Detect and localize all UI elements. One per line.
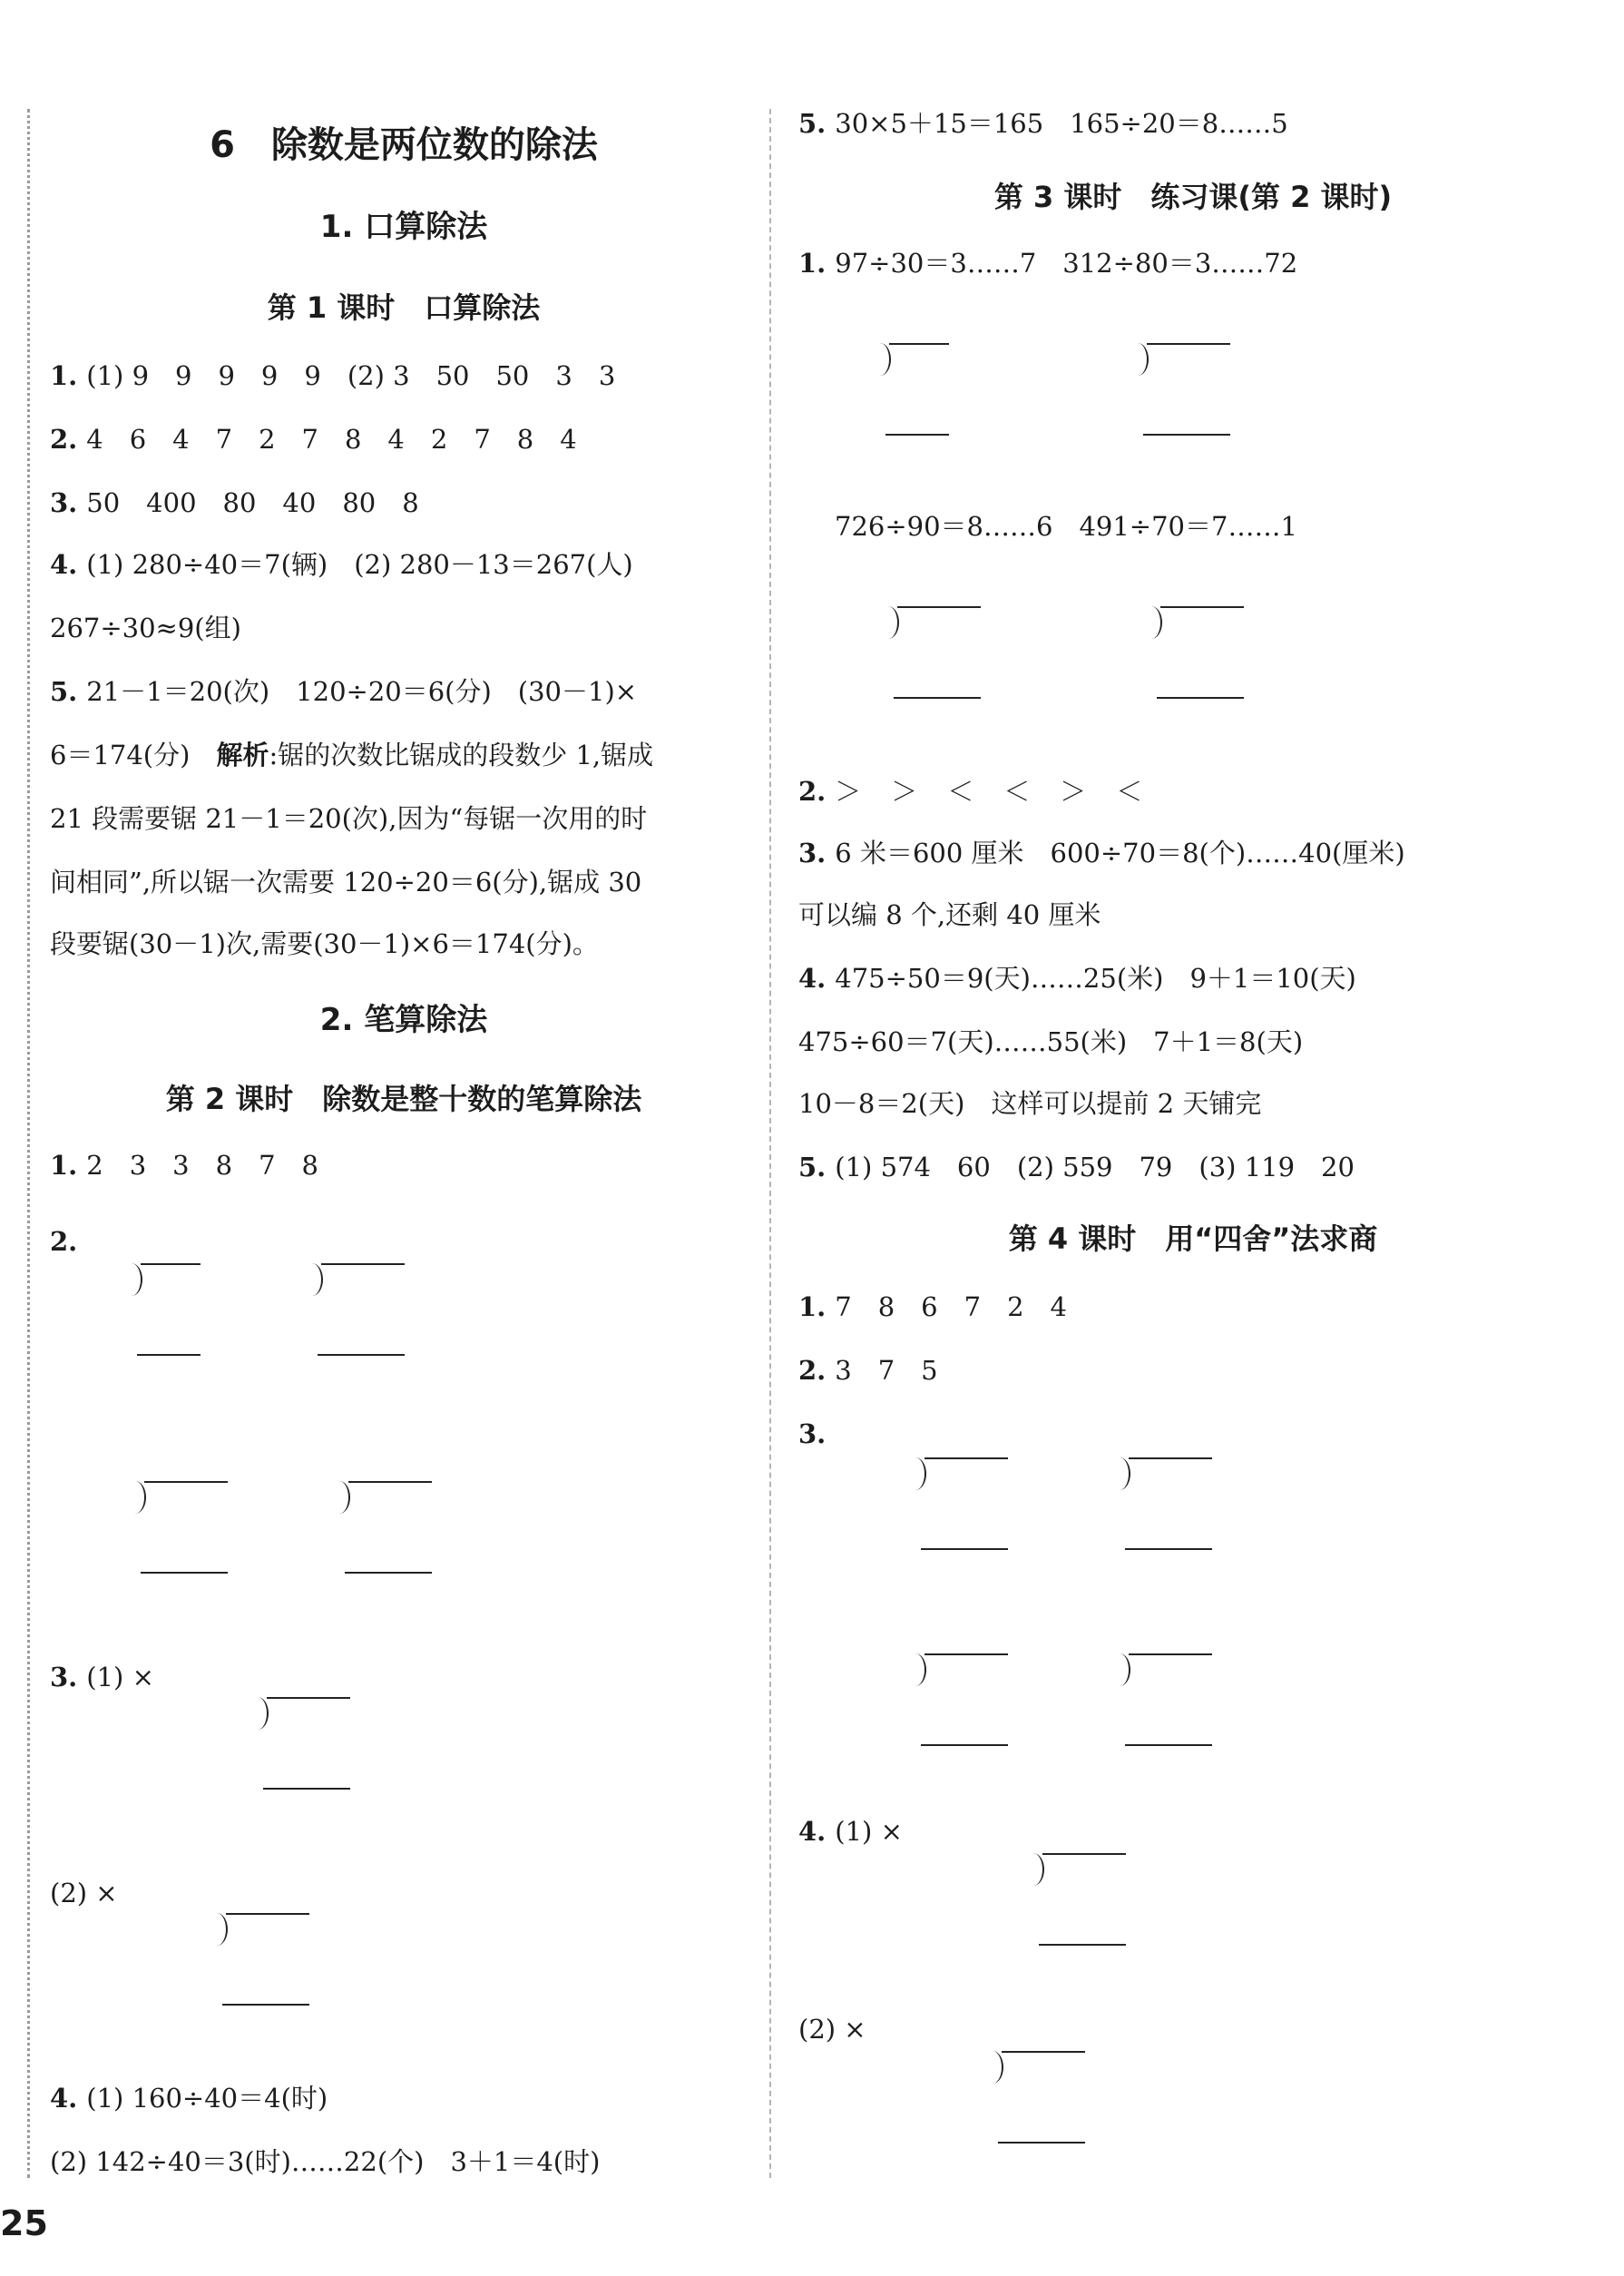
division-bracket — [914, 1457, 926, 1490]
division-bar — [1160, 606, 1244, 608]
l2-question-2-number: 2. — [50, 1226, 78, 1257]
division-bar — [144, 1481, 228, 1483]
l1-question-4-line-1: 4. (1) 280÷40＝7(辆) (2) 280－13＝267(人) — [50, 549, 633, 580]
subtraction-line — [885, 434, 949, 436]
l2-question-4-line-1: 4. (1) 160÷40＝4(时) — [50, 2083, 328, 2114]
subtraction-line — [1039, 1944, 1126, 1946]
l2-question-3b-label: (2) × — [50, 1878, 118, 1908]
division-bar — [925, 1653, 1008, 1655]
l4-question-3-number: 3. — [798, 1418, 827, 1449]
l4-question-4b-label: (2) × — [798, 2014, 866, 2045]
l2-question-4-line-2: (2) 142÷40＝3(时)……22(个) 3＋1＝4(时) — [50, 2146, 601, 2177]
division-bracket — [310, 1263, 323, 1296]
l3-question-3-line-2: 可以编 8 个,还剩 40 厘米 — [798, 899, 1101, 930]
division-bracket — [1032, 1853, 1044, 1886]
section-title-written-division: 2. 笔算除法 — [319, 1002, 488, 1038]
lesson-4-title: 第 4 课时 用“四舍”法求商 — [1008, 1221, 1378, 1256]
l2-question-5: 5. 30×5＋15＝165 165÷20＝8……5 — [798, 108, 1288, 139]
l4-question-2: 2. 3 7 5 — [798, 1355, 938, 1386]
division-bracket — [338, 1481, 350, 1514]
division-bar — [141, 1263, 201, 1265]
division-bar — [348, 1481, 432, 1483]
l3-question-3-line-1: 3. 6 米＝600 厘米 600÷70＝8(个)……40(厘米) — [798, 838, 1405, 868]
division-bar — [1002, 2051, 1085, 2053]
division-bar — [897, 606, 981, 608]
division-bracket — [914, 1653, 926, 1686]
l1-question-5-line-3: 21 段需要锯 21－1＝20(次),因为“每锯一次用的时 — [50, 803, 648, 834]
subtraction-line — [1125, 1548, 1212, 1550]
subtraction-line — [1157, 697, 1244, 699]
division-bracket — [133, 1481, 146, 1514]
division-bar — [925, 1457, 1008, 1459]
l3-question-4-line-2: 475÷60＝7(天)……55(米) 7＋1＝8(天) — [798, 1026, 1304, 1057]
l1-question-5-line-1: 5. 21－1＝20(次) 120÷20＝6(分) (30－1)× — [50, 676, 638, 707]
l4-question-4-label: 4. (1) × — [798, 1816, 903, 1847]
lesson-2-title: 第 2 课时 除数是整十数的笔算除法 — [165, 1082, 642, 1116]
subtraction-line — [318, 1354, 405, 1356]
division-bracket — [886, 606, 899, 639]
l3-question-1-line-2: 726÷90＝8……6 491÷70＝7……1 — [835, 511, 1297, 542]
l1-question-3: 3. 50 400 80 40 80 8 — [50, 487, 419, 518]
division-bar — [889, 343, 949, 345]
division-bracket — [215, 1913, 228, 1946]
division-bracket — [1150, 606, 1162, 639]
l3-question-4-line-3: 10－8＝2(天) 这样可以提前 2 天铺完 — [798, 1088, 1262, 1119]
lesson-3-title: 第 3 课时 练习课(第 2 课时) — [993, 180, 1393, 214]
subtraction-line — [894, 697, 981, 699]
division-bar — [1129, 1653, 1212, 1655]
chapter-title: 6 除数是两位数的除法 — [210, 124, 598, 166]
division-bracket — [256, 1697, 269, 1730]
lesson-1-title: 第 1 课时 口算除法 — [267, 290, 541, 325]
division-bracket — [1136, 343, 1149, 376]
l3-question-5: 5. (1) 574 60 (2) 559 79 (3) 119 20 — [798, 1152, 1355, 1182]
l3-question-1-line-1: 1. 97÷30＝3……7 312÷80＝3……72 — [798, 248, 1298, 279]
division-bar — [1129, 1457, 1212, 1459]
l1-question-4-line-2: 267÷30≈9(组) — [50, 613, 241, 643]
subtraction-line — [921, 1548, 1008, 1550]
division-bar — [321, 1263, 405, 1265]
subtraction-line — [222, 2004, 309, 2006]
division-bracket — [991, 2051, 1003, 2084]
l4-question-1: 1. 7 8 6 7 2 4 — [798, 1291, 1067, 1322]
column-divider — [769, 109, 771, 2178]
l3-question-4-line-1: 4. 475÷50＝9(天)……25(米) 9＋1＝10(天) — [798, 963, 1356, 994]
section-title-mental-division: 1. 口算除法 — [319, 209, 488, 245]
division-bar — [1147, 343, 1230, 345]
subtraction-line — [141, 1572, 228, 1574]
l1-question-5-line-2: 6＝174(分) 解析:锯的次数比锯成的段数少 1,锯成 — [50, 740, 654, 770]
analysis-label: 解析 — [216, 740, 269, 770]
subtraction-line — [263, 1788, 350, 1790]
division-bracket — [1118, 1457, 1130, 1490]
left-margin-dots — [27, 109, 30, 2178]
l1-question-2: 2. 4 6 4 7 2 7 8 4 2 7 8 4 — [50, 424, 577, 455]
subtraction-line — [345, 1572, 432, 1574]
subtraction-line — [998, 2142, 1085, 2144]
l1-question-5-line-5: 段要锯(30－1)次,需要(30－1)×6＝174(分)。 — [50, 928, 599, 959]
page-number: 25 — [0, 2203, 48, 2243]
division-bracket — [1118, 1653, 1130, 1686]
subtraction-line — [1125, 1744, 1212, 1746]
l2-question-3-label: 3. (1) × — [50, 1662, 154, 1692]
division-bracket — [878, 343, 891, 376]
division-bar — [226, 1913, 309, 1915]
l1-question-1: 1. (1) 9 9 9 9 9 (2) 3 50 50 3 3 — [50, 360, 616, 391]
subtraction-line — [1143, 434, 1230, 436]
division-bar — [1042, 1853, 1126, 1855]
division-bar — [267, 1697, 350, 1699]
l1-question-5-line-4: 间相同”,所以锯一次需要 120÷20＝6(分),锯成 30 — [50, 867, 642, 898]
l2-question-1: 1. 2 3 3 8 7 8 — [50, 1150, 318, 1181]
subtraction-line — [137, 1354, 201, 1356]
subtraction-line — [921, 1744, 1008, 1746]
l3-question-2: 2. ＞ ＞ ＜ ＜ ＞ ＜ — [798, 776, 1145, 807]
division-bracket — [130, 1263, 142, 1296]
